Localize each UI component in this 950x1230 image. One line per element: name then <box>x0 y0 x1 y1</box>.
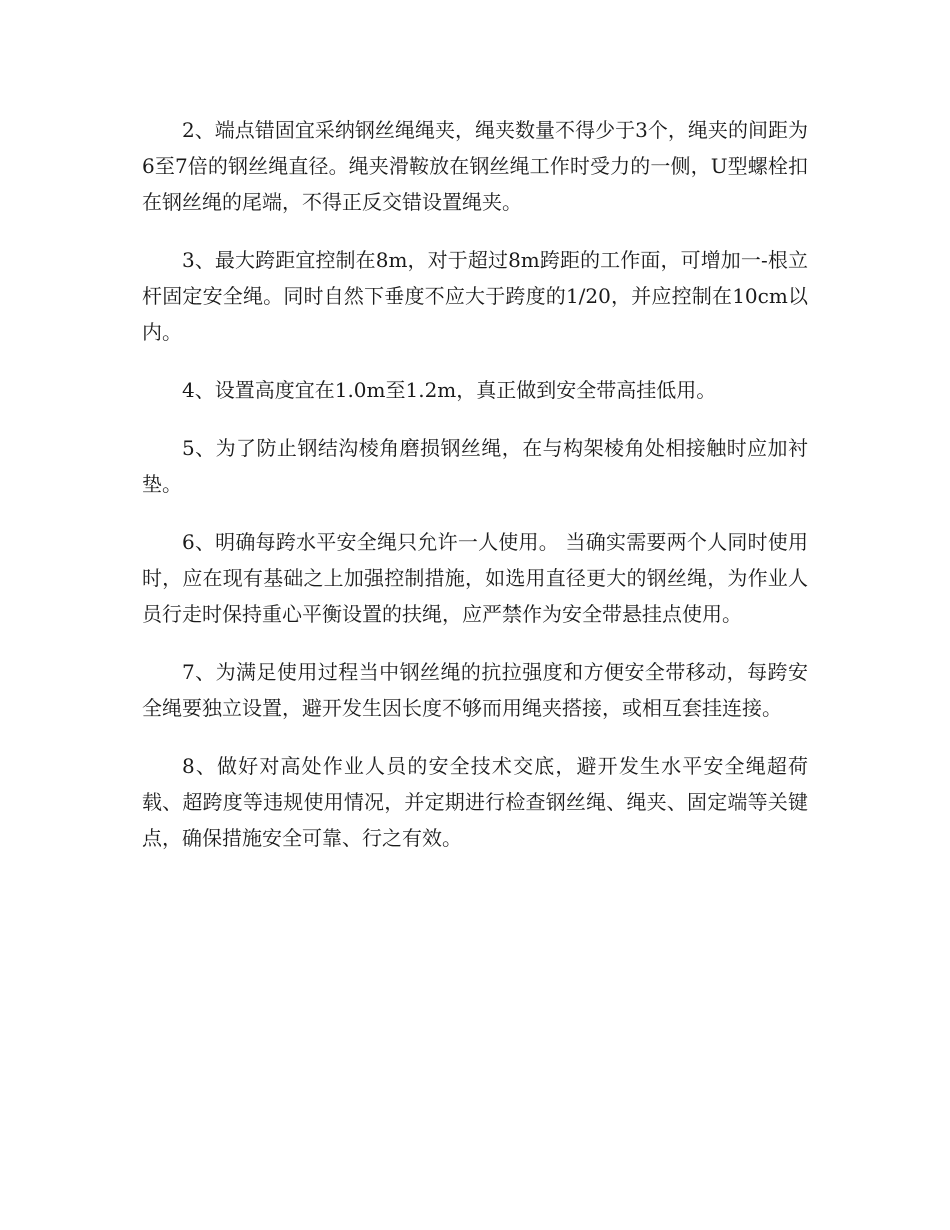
paragraph-item-8: 8、做好对高处作业人员的安全技术交底，避开发生水平安全绳超荷载、超跨度等违规使用情况，并定期进行检查钢丝绳、绳夹、固定端等关键点，确保措施安全可靠、行之有效。 <box>142 754 808 850</box>
paragraph-item-3: 3、最大跨距宜控制在8m，对于超过8m跨距的工作面，可增加一-根立杆固定安全绳。同时自然下垂度不应大于跨度的1/20，并应控制在10cm以内。 <box>142 248 808 344</box>
document-body <box>142 112 808 878</box>
paragraph-item-5: 5、为了防止钢结沟棱角磨损钢丝绳，在与构架棱角处相接触时应加衬垫。 <box>142 436 808 496</box>
paragraph-item-4: 4、设置高度宜在1.0m至1.2m，真正做到安全带高挂低用。 <box>182 378 717 402</box>
paragraph-item-2: 2、端点错固宜采纳钢丝绳绳夹，绳夹数量不得少于3个，绳夹的间距为6至7倍的钢丝绳直径。绳夹滑鞍放在钢丝绳工作时受力的一侧，U型螺栓扣在钢丝绳的尾端，不得正反交错设置绳夹。 <box>142 118 808 214</box>
paragraph-item-7: 7、为满足使用过程当中钢丝绳的抗拉强度和方便安全带移动，每跨安全绳要独立设置，避开发生因长度不够而用绳夹搭接，或相互套挂连接。 <box>142 660 808 720</box>
paragraph-item-6: 6、明确每跨水平安全绳只允许一人使用。 当确实需要两个人同时使用时，应在现有基础之上加强控制措施，如选用直径更大的钢丝绳，为作业人员行走时保持重心平衡设置的扶绳，应严禁作为安全带悬挂点使用。 <box>142 530 808 626</box>
